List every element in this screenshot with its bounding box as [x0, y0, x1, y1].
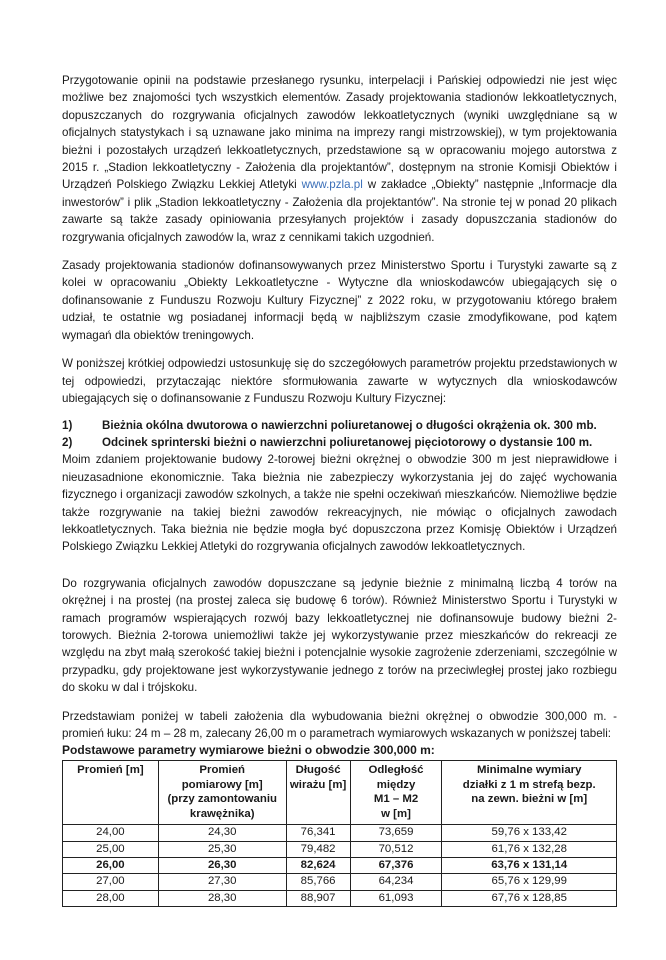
table-cell: 24,30 — [158, 825, 286, 841]
table-cell: 67,376 — [350, 858, 442, 874]
table-cell: 24,00 — [63, 825, 159, 841]
table-cell: 67,76 x 128,85 — [442, 890, 617, 906]
paragraph-5: Do rozgrywania oficjalnych zawodów dopuszczane są jedynie bieżnie z minimalną liczbą 4 torów na okrężnej i na prostej (na prostej zaleca się budowę 6 torów). Również Ministerstwo Sportu i Turystyki w ramach programów wspierających rozwój bazy lekkoatletycznej nie dofinansowuje budowy bieżni 2-torowych. Bieżnia 2-torowa uniemożliwi także jej wykorzystywanie przez mieszkańców do rekreacji ze względu na zbyt małą szerokość takiej bieżni i potencjalnie wysokie zagrożenie zderzeniami, szczególnie w przypadku, gdy projektowane jest wykorzystywanie jednego z torów na przeciwległej prostej jako rozbiegu do skoku w dal i trójskoku. — [62, 576, 617, 695]
paragraph-1 — [62, 72, 617, 246]
table-cell: 28,00 — [63, 890, 159, 906]
paragraph-1-text: Przygotowanie opinii na podstawie przesłanego rysunku, interpelacji i Pańskiej odpowiedzi nie jest więc możliwe bez znajomości tych wszystkich elementów. Zasady projektowania stadionów lekkoatletycznych, dopuszczanych do rozgrywania oficjalnych zawodów lekkoatletycznych (wyniki uwzględniane są w oficjalnych statystykach i są uznawane jako minima na imprezy rangi mistrzowskiej), w tym projektowania bieżni i pozostałych urządzeń lekkoatletycznych, przedstawione są w opracowaniu mojego autorstwa z 2015 r. „Stadion lekkoatletyczny - Założenia dla projektantów”, dostępnym na stronie Komisji Obiektów i Urządzeń Polskiego Związku Lekkiej Atletyki — [62, 74, 617, 192]
table-caption: Podstawowe parametry wymiarowe bieżni o obwodzie 300,000 m: — [62, 743, 435, 758]
table-cell: 64,234 — [350, 874, 442, 890]
header-measure-radius: Promień pomiarowy [m] (przy zamontowaniu krawężnika) — [158, 761, 286, 825]
table-cell: 70,512 — [350, 841, 442, 857]
table-row — [63, 825, 617, 841]
table-cell: 73,659 — [350, 825, 442, 841]
list-item — [62, 434, 617, 451]
list-item-text: Odcinek sprinterski bieżni o nawierzchni poliuretanowej pięciotorowy o dystansie 100 m. — [102, 436, 593, 450]
parameters-table — [62, 760, 617, 906]
table-cell: 25,00 — [63, 841, 159, 857]
header-radius: Promień [m] — [63, 761, 159, 825]
table-cell: 27,00 — [63, 874, 159, 890]
table-cell: 79,482 — [286, 841, 350, 857]
table-cell: 88,907 — [286, 890, 350, 906]
table-cell: 25,30 — [158, 841, 286, 857]
table-cell: 63,76 x 131,14 — [442, 858, 617, 874]
paragraph-6: Przedstawiam poniżej w tabeli założenia dla wybudowania bieżni okrężnej o obwodzie 300,000 m. - promień łuku: 24 m – 28 m, zalecany 26,00 m o parametrach wymiarowych wskazanych w poniższej tabeli: — [62, 709, 617, 740]
document-page — [62, 72, 617, 907]
table-cell: 26,00 — [63, 858, 159, 874]
table-row-recommended — [63, 858, 617, 874]
table-row — [63, 874, 617, 890]
table-row — [63, 890, 617, 906]
table-cell: 85,766 — [286, 874, 350, 890]
table-cell: 28,30 — [158, 890, 286, 906]
table-cell: 65,76 x 129,99 — [442, 874, 617, 890]
table-header-row — [63, 761, 617, 825]
pzla-link[interactable]: www.pzla.pl — [301, 178, 363, 192]
list-item-text: Bieżnia okólna dwutorowa o nawierzchni poliuretanowej o długości okrążenia ok. 300 mb. — [102, 419, 597, 433]
header-bend-length: Długość wirażu [m] — [286, 761, 350, 825]
table-cell: 61,76 x 132,28 — [442, 841, 617, 857]
paragraph-2: Zasady projektowania stadionów dofinansowywanych przez Ministerstwo Sportu i Turystyki zawarte są z kolei w opracowaniu „Obiekty Lekkoatletyczne - Wytyczne dla wnioskodawców ubiegających się o dofinansowanie z Funduszu Rozwoju Kultury Fizycznej” z 2022 roku, w przygotowaniu którego brałem udział, te ostatnie wg posiadanej informacji będą w najbliższym czasie zmodyfikowane, pod kątem wymagań dla obiektów treningowych. — [62, 259, 617, 342]
table-row — [63, 841, 617, 857]
numbered-list — [62, 417, 617, 451]
table-cell: 26,30 — [158, 858, 286, 874]
table-cell: 76,341 — [286, 825, 350, 841]
table-cell: 59,76 x 133,42 — [442, 825, 617, 841]
table-cell: 61,093 — [350, 890, 442, 906]
header-distance: Odległość między M1 – M2 w [m] — [350, 761, 442, 825]
table-cell: 82,624 — [286, 858, 350, 874]
list-item — [62, 417, 617, 434]
list-item-number: 1) — [62, 419, 73, 433]
paragraph-3: W poniższej krótkiej odpowiedzi ustosunkuję się do szczegółowych parametrów projektu przedstawionych w tej odpowiedzi, przytaczając niektóre sformułowania zawarte w wytycznych dla wnioskodawców ubiegających się o dofinansowanie z Funduszu Rozwoju Kultury Fizycznej: — [62, 357, 617, 405]
paragraph-4: Moim zdaniem projektowanie budowy 2-torowej bieżni okrężnej o obwodzie 300 m jest nieprawidłowe i nieuzasadnione ekonomicznie. Taka bieżnia nie zabezpieczy wykorzystania jej do zajęć wychowania fizycznego i organizacji zawodów szkolnych, a także nie spełni oczekiwań mieszkańców. Niemożliwe będzie także rozgrywanie na takiej bieżni zawodów rekreacyjnych, nie mówiąc o oficjalnych zawodach lekkoatletycznych. Taka bieżnia nie będzie mogła być dopuszczona przez Komisję Obiektów i Urządzeń Polskiego Związku Lekkiej Atletyki do rozgrywania oficjalnych zawodów lekkoatletycznych. — [62, 453, 617, 554]
table-cell: 27,30 — [158, 874, 286, 890]
paragraph-1-text-cont: w zakładce „Obiekty” następnie „Informacje dla inwestorów” i plik „Stadion lekkoatletyczny - Założenia dla projektantów”. Na stronie tej w ponad 20 plikach zawarte są także zasady opiniowania przesyłanych projektów i zasady dopuszczania stadionów do rozgrywania oficjalnych zawodów la, wraz z cennikami takich uzgodnień. — [62, 178, 617, 244]
list-item-number: 2) — [62, 436, 73, 450]
header-min-dimensions: Minimalne wymiary działki z 1 m strefą bezp. na zewn. bieżni w [m] — [442, 761, 617, 825]
